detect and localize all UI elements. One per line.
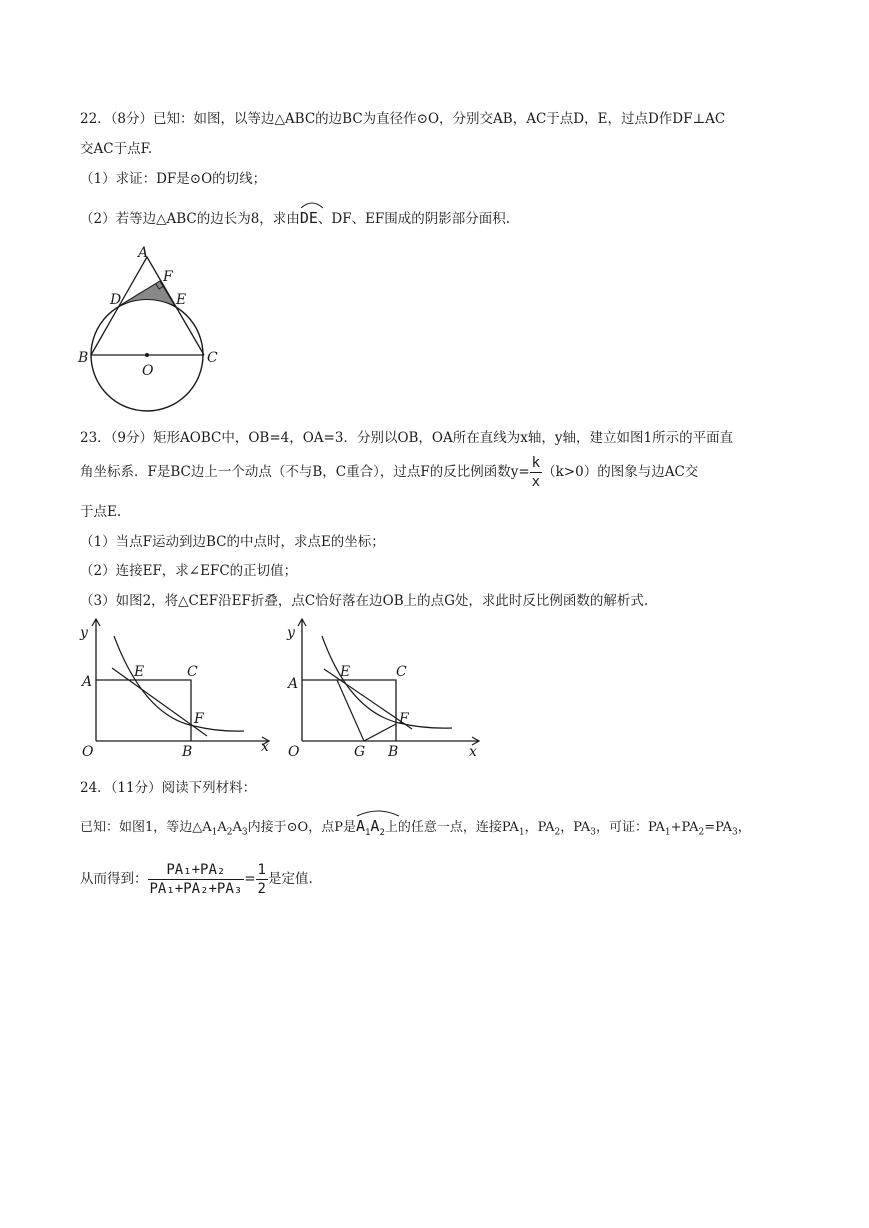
q23-figure-1 (74, 616, 274, 766)
fig2-label-g: G (354, 744, 366, 760)
arc-sub-1: 1 (365, 828, 371, 838)
fig1-label-c: C (187, 664, 198, 680)
label-d: D (110, 292, 122, 308)
center-o (145, 353, 149, 357)
mid-a: A (217, 820, 227, 835)
arc-de (300, 204, 318, 228)
fig2-label-b: B (388, 744, 399, 760)
q22-part2-b: 、DF、EF围成的阴影部分面积. (317, 211, 511, 227)
fig1-label-o: O (82, 744, 94, 760)
q24-line3-a: 从而得到： (80, 871, 148, 887)
fig2-label-e: E (340, 664, 351, 680)
q24-line2-a: 已知：如图1，等边△A (80, 820, 212, 835)
comma-2: ，PA (560, 820, 591, 835)
q23-part2: （2）连接EF，求∠EFC的正切值； (80, 563, 298, 579)
q22-part2-a: （2）若等边△ABC的边长为8，求由 (80, 211, 300, 227)
hyperbola-curve-2 (322, 636, 452, 728)
fig2-label-a: A (288, 676, 299, 692)
arc-mark-icon (300, 201, 324, 209)
arc-a1a2 (356, 812, 385, 843)
fig1-label-a: A (82, 674, 93, 690)
fig1-label-f: F (194, 711, 204, 727)
sub-2: 2 (226, 827, 233, 838)
fig2-label-x: x (469, 744, 477, 760)
label-f: F (163, 269, 173, 285)
q22-part2 (80, 204, 510, 229)
label-a: A (138, 245, 149, 261)
eq-end: ， (737, 820, 751, 835)
q24-line2-b: 内接于⊙O，点P是 (247, 820, 356, 835)
q22-head: 22．（8分）已知：如图，以等边△ABC的边BC为直径作⊙O，分别交AB，AC于点D，E，过点D作DF⊥AC (80, 111, 726, 127)
half-den: 2 (257, 881, 266, 897)
arc-mark-2-icon (356, 809, 400, 817)
q24-line2 (80, 812, 751, 843)
q22-part1: （1）求证：DF是⊙O的切线； (80, 171, 267, 187)
eq-sub-2: 2 (698, 827, 705, 838)
q23-part1: （1）当点F运动到边BC的中点时，求点E的坐标； (80, 534, 385, 550)
q23-part3: （3）如图2，将△CEF沿EF折叠，点C恰好落在边OB上的点G处，求此时反比例函数的解析式. (80, 593, 649, 609)
arc-a: A (355, 817, 365, 835)
q24-line2-c: 上的任意一点，连接PA (384, 820, 519, 835)
sub-3: 3 (241, 827, 248, 838)
q22-head2: 交AC于点F. (80, 141, 153, 157)
q23-head2 (80, 454, 698, 491)
comma-1: ，PA (524, 820, 555, 835)
label-b: B (78, 350, 89, 366)
eq-equals: =PA (704, 820, 733, 835)
frac-num: k (531, 455, 541, 471)
half-num: 1 (257, 862, 266, 878)
eq-sign: = (244, 871, 256, 887)
big-fraction (148, 861, 245, 898)
fig2-label-o: O (288, 744, 300, 760)
q24-head: 24．（11分）阅读下列材料： (80, 780, 257, 796)
fig2-label-f: F (399, 711, 409, 727)
q22-figure (76, 243, 226, 413)
rectangle-aobc (96, 680, 191, 741)
label-o: O (142, 363, 154, 379)
line-eg (337, 680, 364, 741)
q23-head2-a: 角坐标系．F是BC边上一个动点（不与B，C重合），过点F的反比例函数y= (80, 464, 530, 480)
q23-figure-2 (284, 616, 484, 766)
eq-plus: +PA (670, 820, 699, 835)
pa-sub-3: 3 (590, 827, 596, 838)
eq-sub-3: 3 (732, 827, 738, 838)
q23-head2-b: （k>0）的图象与边AC交 (542, 464, 699, 480)
arc-b: A (370, 817, 380, 835)
mid-b: A (232, 820, 242, 835)
frac-den: x (531, 474, 541, 490)
big-frac-den: PA₁+PA₂+PA₃ (149, 881, 243, 897)
arc-de-label: DE (299, 209, 318, 227)
pa-sub-1: 1 (518, 827, 525, 838)
label-c: C (207, 350, 218, 366)
q23-head: 23．（9分）矩形AOBC中，OB=4，OA=3．分别以OB，OA所在直线为x轴，y轴，建立如图1所示的平面直 (80, 430, 734, 446)
fig1-label-x: x (261, 739, 269, 755)
label-e: E (176, 292, 187, 308)
arc-sub-2: 2 (379, 828, 385, 838)
fig1-label-y: y (80, 625, 88, 641)
prove-text: ，可证：PA (595, 820, 665, 835)
pa-sub-2: 2 (554, 827, 561, 838)
fig1-label-e: E (134, 664, 145, 680)
big-frac-num: PA₁+PA₂ (148, 861, 245, 880)
fig2-label-y: y (287, 625, 295, 641)
line-gf (364, 724, 396, 741)
sub-1: 1 (211, 827, 218, 838)
q24-line3-b: 是定值. (267, 871, 313, 887)
fraction-k-over-x (530, 454, 542, 491)
q24-line3 (80, 857, 313, 901)
eq-sub-1: 1 (664, 827, 671, 838)
q23-head3: 于点E. (80, 504, 122, 520)
half-fraction (256, 861, 268, 898)
fig2-label-c: C (396, 664, 407, 680)
fig1-label-b: B (182, 744, 193, 760)
